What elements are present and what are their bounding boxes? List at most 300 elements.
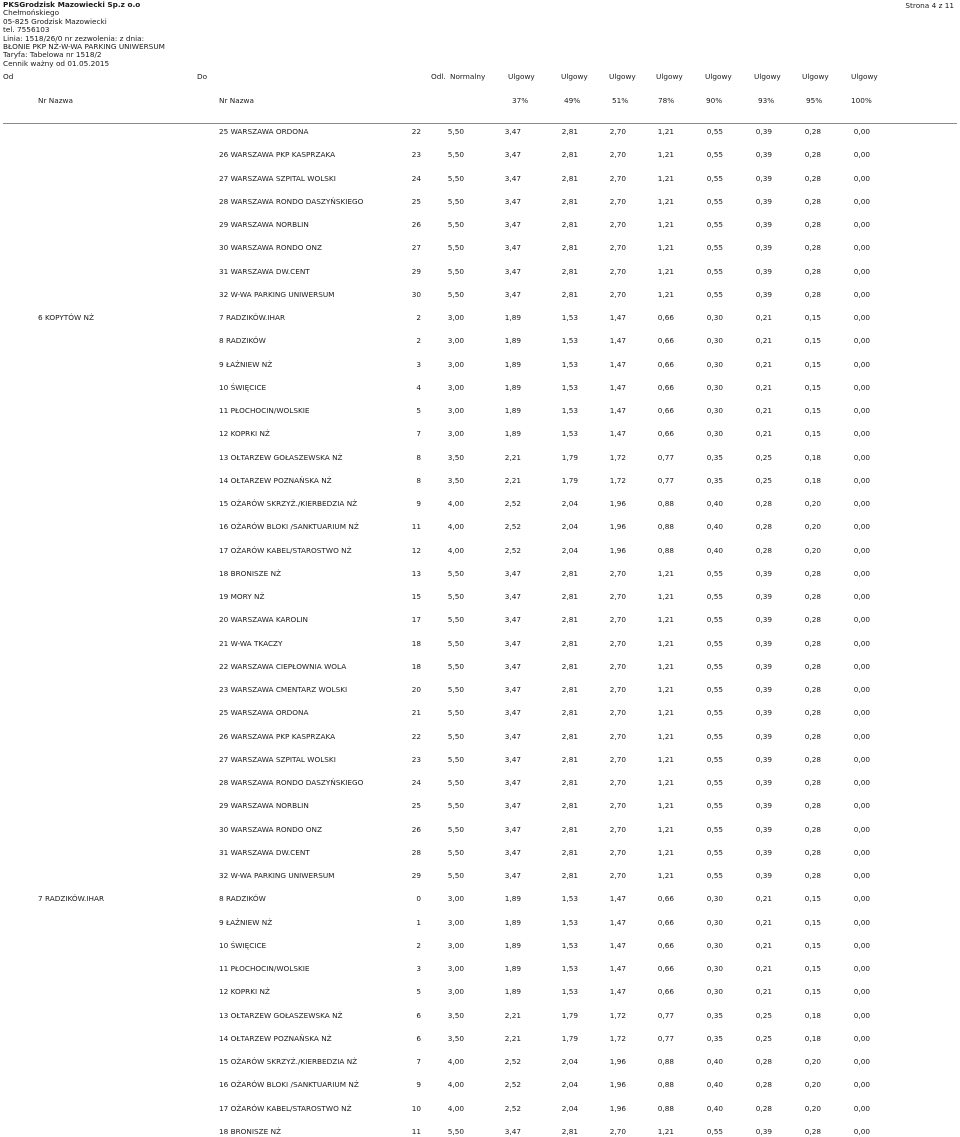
distance-cell: 12 — [411, 545, 421, 555]
fare-cell: 0,55 — [706, 127, 723, 136]
fare-cell: 2,81 — [561, 196, 578, 206]
route-name: BŁONIE PKP NŻ-W-WA PARKING UNIWERSUM — [3, 42, 165, 52]
fare-cell: 5,50 — [447, 871, 464, 880]
fare-cell: 1,21 — [657, 615, 674, 625]
fare-cell: 1,53 — [561, 964, 578, 973]
fare-cell: 0,15 — [804, 382, 821, 392]
fare-cell: 2,81 — [561, 685, 578, 694]
fare-cell: 0,28 — [804, 615, 821, 625]
table-row — [0, 243, 960, 253]
distance-cell: 26 — [411, 220, 421, 229]
table-row — [0, 755, 960, 765]
fare-cell: 0,66 — [657, 940, 674, 950]
table-row — [0, 197, 960, 207]
fare-cell: 0,55 — [706, 196, 723, 206]
fare-cell: 0,00 — [853, 685, 870, 694]
fare-cell: 0,40 — [706, 1080, 723, 1090]
fare-cell: 3,00 — [447, 382, 464, 392]
tariff-info: Taryfa: Tabelowa nr 1518/2 — [3, 50, 102, 60]
fare-cell: 2,70 — [609, 847, 626, 857]
fare-cell: 0,00 — [853, 568, 870, 578]
fare-cell: 1,53 — [561, 987, 578, 997]
distance-cell: 24 — [411, 778, 421, 787]
fare-cell: 1,89 — [504, 894, 521, 904]
fare-cell: 0,21 — [755, 940, 772, 950]
fare-cell: 0,00 — [853, 1126, 870, 1136]
fare-cell: 3,00 — [447, 359, 464, 369]
fare-cell: 2,52 — [504, 1080, 521, 1090]
to-stop: 28 WARSZAWA RONDO DASZYŃSKIEGO — [219, 196, 364, 206]
fare-cell: 0,28 — [804, 708, 821, 718]
distance-cell: 2 — [416, 940, 421, 950]
fare-cell: 5,50 — [447, 289, 464, 299]
fare-cell: 0,00 — [853, 545, 870, 555]
fare-cell: 1,21 — [657, 266, 674, 276]
fare-cell: 0,00 — [853, 1057, 870, 1066]
fare-cell: 0,00 — [853, 987, 870, 997]
fare-cell: 0,28 — [804, 243, 821, 253]
fare-cell: 0,35 — [706, 452, 723, 462]
fare-cell: 3,47 — [504, 289, 521, 299]
table-row — [0, 615, 960, 625]
fare-cell: 2,70 — [609, 778, 626, 787]
fare-cell: 0,20 — [804, 522, 821, 532]
fare-cell: 2,70 — [609, 150, 626, 160]
fare-cell: 0,39 — [755, 801, 772, 811]
fare-cell: 0,30 — [706, 940, 723, 950]
fare-cell: 3,00 — [447, 429, 464, 439]
fare-cell: 0,00 — [853, 382, 870, 392]
fare-cell: 2,70 — [609, 731, 626, 741]
table-row — [0, 732, 960, 742]
line-info: Linia: 1518/26/0 nr zezwolenia: z dnia: — [3, 33, 145, 43]
fare-cell: 3,47 — [504, 243, 521, 253]
fare-cell: 2,70 — [609, 638, 626, 648]
column-header: Ulgowy — [508, 72, 535, 81]
fare-cell: 0,00 — [853, 615, 870, 625]
distance-cell: 9 — [416, 499, 421, 508]
table-row — [0, 429, 960, 439]
to-stop: 18 BRONISZE NŻ — [219, 1126, 282, 1136]
to-stop: 23 WARSZAWA CMENTARZ WOLSKI — [219, 685, 348, 694]
fare-cell: 5,50 — [447, 196, 464, 206]
fare-cell: 2,21 — [504, 1033, 521, 1043]
fare-cell: 1,53 — [561, 359, 578, 369]
fare-cell: 4,00 — [447, 522, 464, 532]
fare-cell: 3,47 — [504, 196, 521, 206]
fare-cell: 5,50 — [447, 173, 464, 183]
to-stop: 9 ŁAŹNIEW NŻ — [219, 917, 273, 927]
fare-cell: 5,50 — [447, 1126, 464, 1136]
column-header: Odl. — [431, 72, 446, 81]
fare-cell: 5,50 — [447, 615, 464, 625]
table-row — [0, 1057, 960, 1067]
table-row — [0, 569, 960, 579]
fare-cell: 0,00 — [853, 917, 870, 927]
fare-cell: 1,21 — [657, 1126, 674, 1136]
fare-cell: 0,00 — [853, 871, 870, 880]
distance-cell: 11 — [411, 1126, 421, 1136]
table-row — [0, 871, 960, 881]
fare-cell: 1,96 — [609, 1080, 626, 1090]
fare-cell: 0,39 — [755, 638, 772, 648]
table-row — [0, 546, 960, 556]
fare-cell: 0,20 — [804, 499, 821, 508]
fare-cell: 1,53 — [561, 406, 578, 415]
to-stop: 9 ŁAŹNIEW NŻ — [219, 359, 273, 369]
distance-cell: 6 — [416, 1010, 421, 1020]
column-header: Ulgowy — [561, 72, 588, 81]
fare-cell: 2,81 — [561, 871, 578, 880]
fare-cell: 0,00 — [853, 592, 870, 601]
table-row — [0, 499, 960, 509]
fare-cell: 3,47 — [504, 568, 521, 578]
fare-cell: 2,81 — [561, 243, 578, 253]
fare-cell: 1,47 — [609, 940, 626, 950]
table-row — [0, 1080, 960, 1090]
fare-cell: 3,47 — [504, 685, 521, 694]
column-header: Nr Nazwa — [219, 96, 254, 105]
to-stop: 30 WARSZAWA RONDO ONZ — [219, 243, 322, 253]
fare-cell: 5,50 — [447, 754, 464, 764]
fare-cell: 0,39 — [755, 243, 772, 253]
column-header: Ulgowy — [754, 72, 781, 81]
fare-cell: 1,79 — [561, 1010, 578, 1020]
fare-cell: 2,04 — [561, 1080, 578, 1090]
fare-cell: 0,39 — [755, 661, 772, 671]
table-row — [0, 592, 960, 602]
fare-cell: 0,20 — [804, 545, 821, 555]
fare-cell: 0,28 — [804, 871, 821, 880]
fare-cell: 0,39 — [755, 127, 772, 136]
to-stop: 16 OŻARÓW BLOKI /SANKTUARIUM NŻ — [219, 522, 359, 532]
fare-cell: 1,96 — [609, 545, 626, 555]
column-header: 51% — [612, 96, 629, 105]
fare-cell: 0,39 — [755, 615, 772, 625]
fare-cell: 1,21 — [657, 592, 674, 601]
fare-cell: 0,18 — [804, 1010, 821, 1020]
fare-cell: 1,89 — [504, 917, 521, 927]
table-row — [0, 987, 960, 997]
fare-cell: 0,66 — [657, 382, 674, 392]
fare-cell: 1,21 — [657, 220, 674, 229]
to-stop: 10 ŚWIĘCICE — [219, 940, 267, 950]
page-number: Strona 4 z 11 — [905, 1, 954, 10]
distance-cell: 3 — [416, 964, 421, 973]
fare-cell: 0,00 — [853, 708, 870, 718]
distance-cell: 24 — [411, 173, 421, 183]
distance-cell: 17 — [411, 615, 421, 625]
fare-cell: 0,15 — [804, 429, 821, 439]
to-stop: 13 OŁTARZEW GOŁASZEWSKA NŻ — [219, 1010, 343, 1020]
distance-cell: 6 — [416, 1033, 421, 1043]
fare-cell: 0,66 — [657, 964, 674, 973]
fare-cell: 0,25 — [755, 1010, 772, 1020]
fare-cell: 0,30 — [706, 917, 723, 927]
fare-cell: 3,50 — [447, 475, 464, 485]
fare-cell: 0,40 — [706, 545, 723, 555]
fare-cell: 0,15 — [804, 313, 821, 322]
fare-cell: 2,70 — [609, 615, 626, 625]
fare-cell: 0,15 — [804, 917, 821, 927]
fare-cell: 0,40 — [706, 499, 723, 508]
fare-cell: 0,66 — [657, 406, 674, 415]
fare-cell: 0,39 — [755, 568, 772, 578]
fare-cell: 2,70 — [609, 592, 626, 601]
fare-cell: 0,39 — [755, 685, 772, 694]
fare-cell: 0,55 — [706, 754, 723, 764]
to-stop: 11 PŁOCHOCIN/WOLSKIE — [219, 406, 310, 415]
fare-cell: 0,18 — [804, 475, 821, 485]
to-stop: 11 PŁOCHOCIN/WOLSKIE — [219, 964, 310, 973]
fare-cell: 0,39 — [755, 871, 772, 880]
fare-cell: 0,30 — [706, 406, 723, 415]
fare-cell: 0,77 — [657, 1010, 674, 1020]
fare-cell: 0,25 — [755, 475, 772, 485]
fare-cell: 0,88 — [657, 499, 674, 508]
fare-cell: 2,21 — [504, 475, 521, 485]
fare-cell: 3,47 — [504, 754, 521, 764]
fare-cell: 2,81 — [561, 173, 578, 183]
column-header: Ulgowy — [851, 72, 878, 81]
fare-cell: 0,55 — [706, 731, 723, 741]
fare-cell: 0,00 — [853, 754, 870, 764]
fare-cell: 0,00 — [853, 894, 870, 904]
fare-cell: 1,89 — [504, 940, 521, 950]
fare-cell: 1,89 — [504, 429, 521, 439]
distance-cell: 13 — [411, 568, 421, 578]
fare-cell: 0,35 — [706, 475, 723, 485]
fare-cell: 0,28 — [804, 731, 821, 741]
fare-cell: 2,70 — [609, 196, 626, 206]
fare-cell: 1,21 — [657, 801, 674, 811]
fare-cell: 3,47 — [504, 173, 521, 183]
fare-cell: 2,70 — [609, 824, 626, 834]
fare-cell: 0,66 — [657, 359, 674, 369]
table-row — [0, 662, 960, 672]
to-stop: 14 OŁTARZEW POZNAŃSKA NŻ — [219, 1033, 332, 1043]
to-stop: 22 WARSZAWA CIEPŁOWNIA WOLA — [219, 661, 347, 671]
fare-cell: 0,15 — [804, 406, 821, 415]
fare-cell: 2,81 — [561, 289, 578, 299]
fare-cell: 5,50 — [447, 592, 464, 601]
table-row — [0, 778, 960, 788]
column-header: 49% — [564, 96, 581, 105]
fare-cell: 1,53 — [561, 917, 578, 927]
fare-cell: 1,21 — [657, 778, 674, 787]
fare-cell: 0,15 — [804, 940, 821, 950]
fare-cell: 0,00 — [853, 220, 870, 229]
fare-cell: 5,50 — [447, 847, 464, 857]
fare-cell: 0,28 — [755, 1103, 772, 1113]
table-row — [0, 290, 960, 300]
fare-cell: 0,39 — [755, 266, 772, 276]
fare-cell: 0,28 — [804, 824, 821, 834]
distance-cell: 30 — [411, 289, 421, 299]
to-stop: 7 RADZIKÓW.IHAR — [219, 313, 286, 322]
fare-cell: 5,50 — [447, 150, 464, 160]
fare-cell: 0,30 — [706, 382, 723, 392]
fare-cell: 0,55 — [706, 266, 723, 276]
fare-cell: 1,21 — [657, 150, 674, 160]
fare-cell: 3,47 — [504, 661, 521, 671]
fare-cell: 0,28 — [804, 778, 821, 787]
fare-cell: 1,47 — [609, 313, 626, 322]
distance-cell: 29 — [411, 871, 421, 880]
distance-cell: 0 — [416, 894, 421, 904]
fare-cell: 3,50 — [447, 452, 464, 462]
fare-cell: 0,00 — [853, 406, 870, 415]
fare-cell: 0,28 — [804, 568, 821, 578]
fare-cell: 1,47 — [609, 336, 626, 346]
fare-cell: 0,00 — [853, 964, 870, 973]
fare-cell: 0,55 — [706, 220, 723, 229]
fare-cell: 0,55 — [706, 173, 723, 183]
table-row — [0, 406, 960, 416]
fare-cell: 4,00 — [447, 1103, 464, 1113]
distance-cell: 22 — [411, 731, 421, 741]
table-row — [0, 220, 960, 230]
fare-cell: 0,00 — [853, 150, 870, 160]
fare-cell: 2,70 — [609, 801, 626, 811]
to-stop: 25 WARSZAWA ORDONA — [219, 708, 309, 718]
distance-cell: 23 — [411, 754, 421, 764]
distance-cell: 7 — [416, 429, 421, 439]
fare-cell: 0,39 — [755, 824, 772, 834]
distance-cell: 27 — [411, 243, 421, 253]
fare-cell: 1,72 — [609, 1033, 626, 1043]
fare-cell: 4,00 — [447, 499, 464, 508]
fare-cell: 0,55 — [706, 289, 723, 299]
fare-cell: 5,50 — [447, 127, 464, 136]
fare-cell: 1,89 — [504, 382, 521, 392]
document-header — [3, 1, 165, 68]
fare-cell: 1,47 — [609, 359, 626, 369]
fare-cell: 0,55 — [706, 871, 723, 880]
fare-cell: 1,21 — [657, 196, 674, 206]
fare-cell: 0,20 — [804, 1103, 821, 1113]
fare-cell: 0,66 — [657, 429, 674, 439]
fare-cell: 2,81 — [561, 266, 578, 276]
fare-cell: 0,00 — [853, 289, 870, 299]
fare-cell: 0,88 — [657, 1103, 674, 1113]
fare-cell: 0,00 — [853, 731, 870, 741]
fare-cell: 2,70 — [609, 685, 626, 694]
fare-cell: 0,28 — [804, 173, 821, 183]
fare-cell: 0,21 — [755, 336, 772, 346]
fare-cell: 0,55 — [706, 638, 723, 648]
fare-cell: 0,00 — [853, 499, 870, 508]
distance-cell: 9 — [416, 1080, 421, 1090]
distance-cell: 23 — [411, 150, 421, 160]
fare-cell: 5,50 — [447, 708, 464, 718]
fare-cell: 2,04 — [561, 545, 578, 555]
to-stop: 17 OŻARÓW KABEL/STAROSTWO NŻ — [219, 1103, 352, 1113]
fare-cell: 0,00 — [853, 127, 870, 136]
fare-cell: 0,39 — [755, 1126, 772, 1136]
fare-cell: 0,18 — [804, 1033, 821, 1043]
column-header: Nr Nazwa — [38, 96, 73, 105]
fare-cell: 0,28 — [755, 545, 772, 555]
fare-cell: 0,55 — [706, 778, 723, 787]
fare-cell: 0,66 — [657, 313, 674, 322]
fare-cell: 3,00 — [447, 406, 464, 415]
table-row — [0, 522, 960, 532]
column-header: Ulgowy — [705, 72, 732, 81]
fare-cell: 0,00 — [853, 359, 870, 369]
fare-cell: 1,89 — [504, 964, 521, 973]
fare-cell: 0,28 — [804, 289, 821, 299]
fare-cell: 3,47 — [504, 731, 521, 741]
fare-cell: 0,00 — [853, 824, 870, 834]
fare-cell: 0,39 — [755, 847, 772, 857]
fare-cell: 0,66 — [657, 336, 674, 346]
fare-cell: 0,28 — [755, 1057, 772, 1066]
fare-cell: 4,00 — [447, 1057, 464, 1066]
fare-cell: 3,47 — [504, 871, 521, 880]
fare-cell: 0,20 — [804, 1080, 821, 1090]
fare-cell: 2,52 — [504, 522, 521, 532]
table-row — [0, 1127, 960, 1137]
fare-cell: 5,50 — [447, 778, 464, 787]
fare-cell: 0,21 — [755, 894, 772, 904]
fare-cell: 4,00 — [447, 545, 464, 555]
fare-cell: 0,00 — [853, 522, 870, 532]
fare-cell: 3,00 — [447, 894, 464, 904]
fare-cell: 0,39 — [755, 289, 772, 299]
column-header: Ulgowy — [609, 72, 636, 81]
fare-cell: 0,40 — [706, 522, 723, 532]
fare-cell: 0,00 — [853, 475, 870, 485]
fare-cell: 0,30 — [706, 987, 723, 997]
fare-cell: 1,47 — [609, 964, 626, 973]
fare-cell: 1,21 — [657, 847, 674, 857]
fare-cell: 0,15 — [804, 359, 821, 369]
table-row — [0, 383, 960, 393]
table-row — [0, 639, 960, 649]
fare-cell: 1,96 — [609, 499, 626, 508]
column-header: 95% — [806, 96, 823, 105]
distance-cell: 25 — [411, 196, 421, 206]
distance-cell: 2 — [416, 336, 421, 346]
fare-cell: 1,21 — [657, 661, 674, 671]
to-stop: 20 WARSZAWA KAROLIN — [219, 615, 308, 625]
fare-cell: 0,00 — [853, 940, 870, 950]
distance-cell: 29 — [411, 266, 421, 276]
header-divider — [3, 123, 957, 124]
fare-cell: 5,50 — [447, 220, 464, 229]
fare-cell: 3,47 — [504, 220, 521, 229]
column-header-row-1 — [0, 72, 960, 82]
fare-cell: 2,81 — [561, 150, 578, 160]
fare-cell: 0,15 — [804, 987, 821, 997]
fare-cell: 1,79 — [561, 475, 578, 485]
fare-cell: 2,70 — [609, 708, 626, 718]
distance-cell: 26 — [411, 824, 421, 834]
fare-cell: 0,25 — [755, 452, 772, 462]
fare-cell: 3,47 — [504, 847, 521, 857]
fare-cell: 2,52 — [504, 499, 521, 508]
distance-cell: 8 — [416, 452, 421, 462]
column-header: Do — [197, 72, 208, 81]
column-header: 100% — [851, 96, 872, 105]
fare-cell: 3,47 — [504, 638, 521, 648]
fare-cell: 5,50 — [447, 243, 464, 253]
fare-cell: 0,30 — [706, 964, 723, 973]
fare-cell: 0,66 — [657, 917, 674, 927]
fare-cell: 0,00 — [853, 661, 870, 671]
fare-cell: 0,28 — [804, 150, 821, 160]
